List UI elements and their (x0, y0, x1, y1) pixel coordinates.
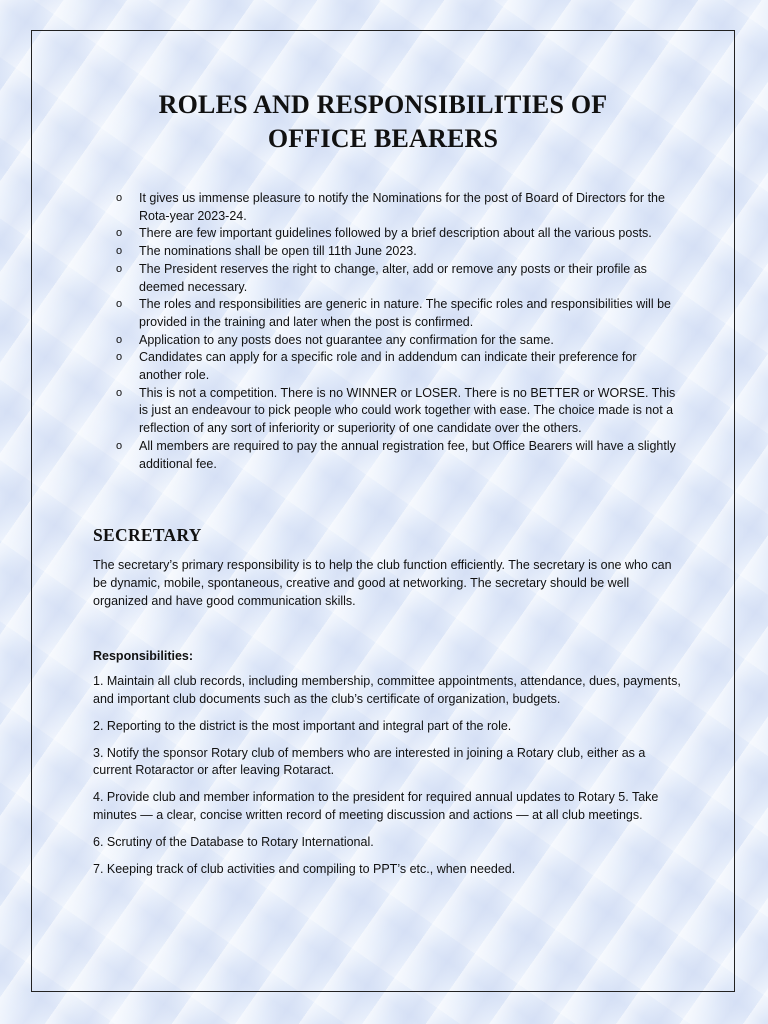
responsibility-item: 4. Provide club and member information to the president for required annual updates to Rotary 5. Take minutes — a clear, concise written record of meeting discussion and actions — at all club meetings. (93, 790, 659, 823)
guidelines-list (115, 190, 680, 473)
secretary-intro: The secretary’s primary responsibility is to help the club function efficiently. The secretary is one who can be dynamic, mobile, spontaneous, creative and good at networking. The secretary should be well organized and have good communication skills. (93, 558, 672, 608)
responsibility-item: 6. Scrutiny of the Database to Rotary International. (93, 835, 374, 850)
guideline-item: o There are few important guidelines followed by a brief description about all the various posts. (115, 225, 680, 243)
guideline-item: o The roles and responsibilities are generic in nature. The specific roles and responsibilities will be provided in the training and later when the post is confirmed. (115, 296, 680, 331)
secretary-heading: SECRETARY (93, 525, 202, 545)
responsibility-item: 3. Notify the sponsor Rotary club of members who are interested in joining a Rotary club, either as a current Rotaractor or after leaving Rotaract. (93, 745, 646, 778)
title-line-2: OFFICE BEARERS (267, 124, 499, 153)
responsibilities-list (93, 673, 683, 888)
responsibility-item: 1. Maintain all club records, including membership, committee appointments, attendance, dues, payments, and important club documents such as the club’s certificate of organization, budgets. (93, 674, 681, 706)
guideline-item: o Application to any posts does not guarantee any confirmation for the same. (115, 332, 680, 350)
responsibility-item: 2. Reporting to the district is the most important and integral part of the role. (93, 718, 512, 733)
guideline-item: o It gives us immense pleasure to notify the Nominations for the post of Board of Directors for the Rota-year 2023-24. (115, 190, 680, 225)
guideline-item: o This is not a competition. There is no WINNER or LOSER. There is no BETTER or WORSE. This is just an endeavour to pick people who could work together with ease. The choice made is not a reflection of any sort of inferiority or superiority of one candidate over the others. (115, 385, 680, 438)
responsibilities-label: Responsibilities: (93, 649, 194, 663)
guideline-item: o Candidates can apply for a specific role and in addendum can indicate their preference for another role. (115, 349, 680, 384)
guideline-item: o The President reserves the right to change, alter, add or remove any posts or their profile as deemed necessary. (115, 261, 680, 296)
guideline-item: o All members are required to pay the annual registration fee, but Office Bearers will have a slightly additional fee. (115, 438, 680, 473)
responsibility-item: 7. Keeping track of club activities and compiling to PPT’s etc., when needed. (93, 862, 516, 877)
title-line-1: ROLES AND RESPONSIBILITIES OF (158, 90, 608, 119)
page-title (31, 88, 735, 156)
guideline-item: o The nominations shall be open till 11th June 2023. (115, 243, 680, 261)
